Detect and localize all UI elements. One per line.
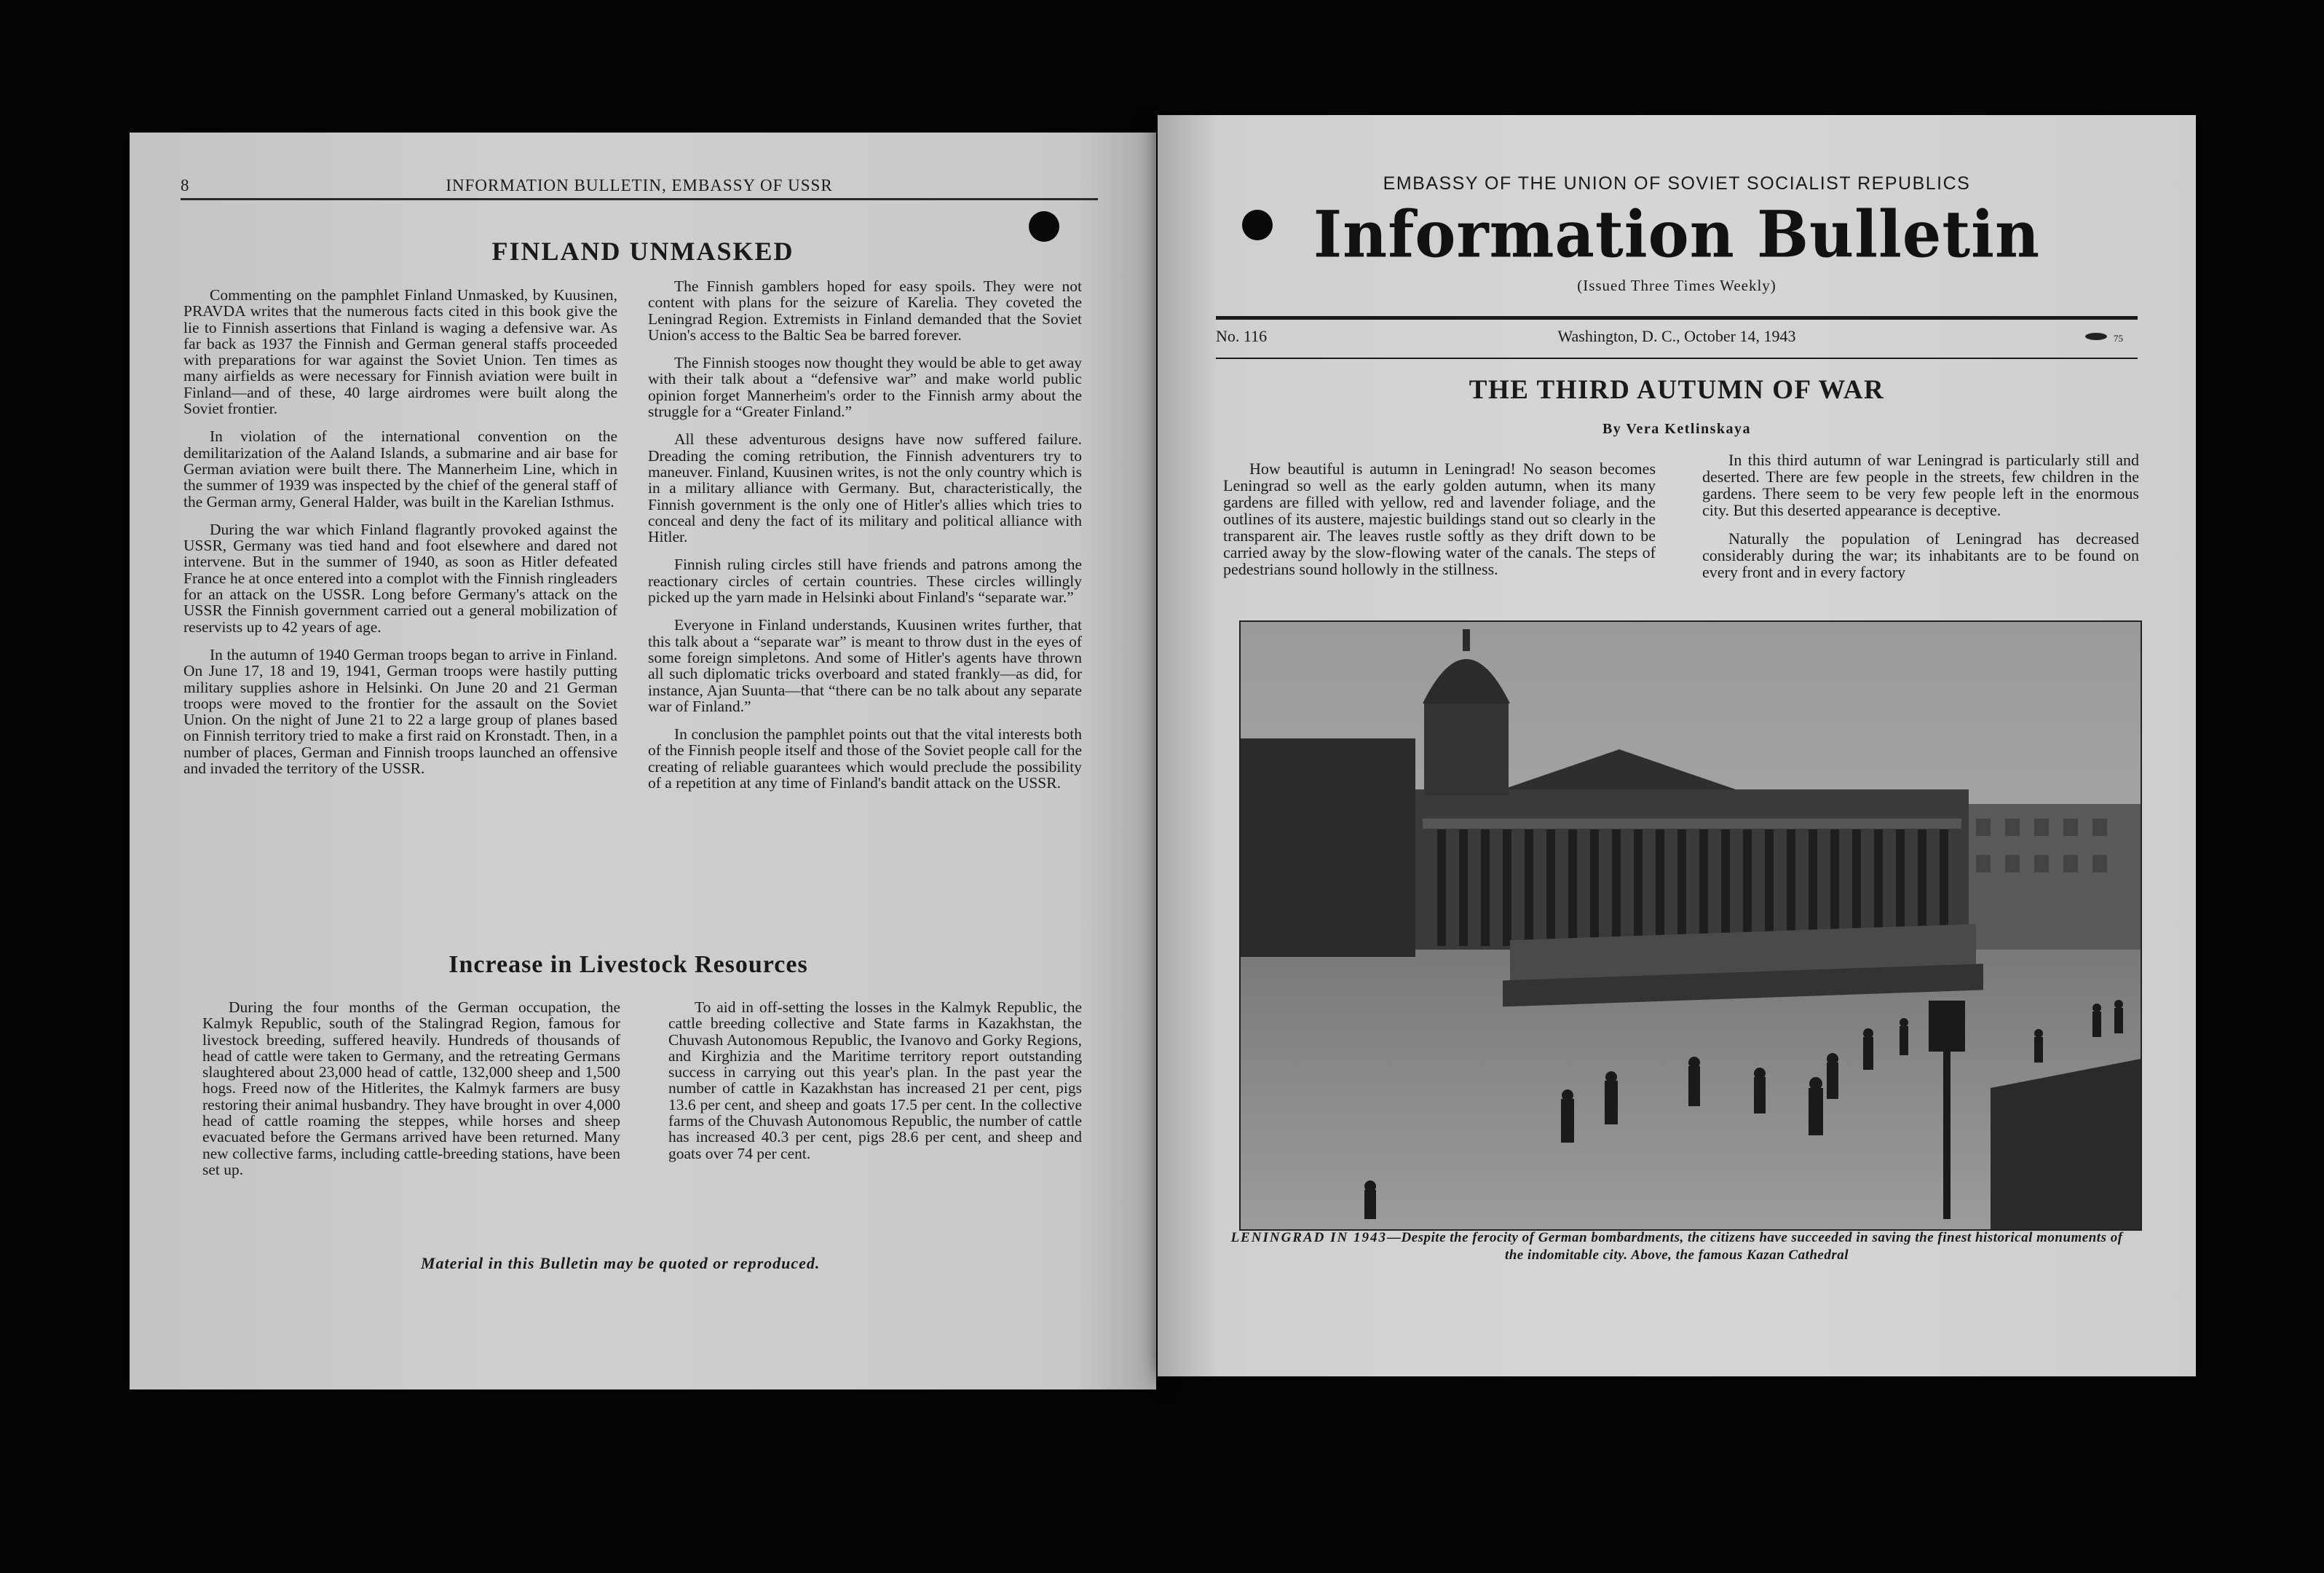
- paragraph: In conclusion the pamphlet points out that the vital interests both of the Finnish people itself and those of the Soviet people call for the creating of reliable guarantees which would preclude the possibility of a repetition at any time of Finland's bandit attack on the USSR.: [648, 725, 1082, 792]
- caption-lead: LENINGRAD IN 1943: [1230, 1230, 1387, 1245]
- kazan-cathedral-photo: [1239, 620, 2142, 1231]
- right-page: [1158, 115, 2196, 1376]
- article-column-1: [202, 999, 620, 1189]
- page-number: 8: [181, 176, 189, 194]
- paragraph: In the autumn of 1940 German troops began to arrive in Finland. On June 17, 18 and 19, 1941, German troops were hastily putting military supplies ashore in Helsinki. On June 20 and 21 German troops were moved to the frontier for the assault on the Soviet Union. On the night of June 21 to 22 a large group of planes based on Finnish territory tried to make a first raid on Kronstadt. Then, in a number of places, German and Finnish troops launched an offensive and invaded the territory of the USSR.: [183, 645, 617, 778]
- article-column-2: [668, 999, 1082, 1173]
- byline: By Vera Ketlinskaya: [1602, 421, 1752, 437]
- article-title: FINLAND UNMASKED: [491, 237, 794, 266]
- union-label-mark: 75: [2084, 331, 2123, 344]
- paragraph: All these adventurous designs have now suffered failure. Dreading the coming retribution, the Finnish adventurers try to maneuver. Finland, Kuusinen writes, is not the only country which is in a military alliance with Germany. But, characteristically, the Finnish government is the only one of Hitler's allies which tries to conceal and deny the fact of its military and political alliance with Hitler.: [648, 430, 1082, 546]
- photo-caption: [1230, 1229, 2123, 1264]
- dateline: Washington, D. C., October 14, 1943: [1557, 327, 1796, 345]
- caption-text: —Despite the ferocity of German bombardments, the citizens have succeeded in saving the finest historical monuments of the indomitable city. Above, the famous Kazan Cathedral: [1386, 1230, 2123, 1263]
- paragraph: Everyone in Finland understands, Kuusinen writes further, that this talk about a “separate war” is meant to throw dust in the eyes of some foreign simpletons. And some of Hitler's agents have thrown all such diplomatic tricks overboard and stated frankly—as did, for instance, Ajan Suunta—that “there can be no talk about any separate war of Finland.”: [648, 616, 1082, 715]
- running-head: [181, 176, 1098, 200]
- cathedral-photo-illustration: [1241, 622, 2141, 1229]
- paragraph: In this third autumn of war Leningrad is particularly still and deserted. There are few people in the streets, few children in the gardens. There seem to be very few people left in the enormous city. But this deserted appearance is deceptive.: [1702, 451, 2139, 519]
- paragraph: Commenting on the pamphlet Finland Unmasked, by Kuusinen, PRAVDA writes that the numerous facts cited in this book give the lie to Finnish assertions that Finland is waging a defensive war. As far back as 1937 the Finnish and German general staffs proceeded with preparations for war against the Soviet Union. Ten times as many airfields as were necessary for Finnish aviation were built in Finland—and of these, 40 large airdromes were built along the Soviet frontier.: [183, 286, 617, 418]
- article-column-2: [648, 278, 1082, 803]
- issue-frequency: (Issued Three Times Weekly): [1577, 277, 1776, 294]
- masthead: Information Bulletin: [1313, 196, 2041, 272]
- issue-info-bar: [1216, 316, 2138, 359]
- paragraph: The Finnish stooges now thought they would be able to get away with their talk about a “defensive war” and make world public opinion forget Mannerheim's order to the Finnish army about the struggle for a “Greater Finland.”: [648, 354, 1082, 421]
- reproduction-note: Material in this Bulletin may be quoted or reproduced.: [421, 1254, 821, 1272]
- left-page: [130, 133, 1156, 1389]
- issue-number: No. 116: [1216, 327, 1268, 345]
- paragraph: Naturally the population of Leningrad has decreased considerably during the war; its inhabitants are to be found on every front and in every factory: [1702, 529, 2139, 581]
- embassy-line: EMBASSY OF THE UNION OF SOVIET SOCIALIST REPUBLICS: [1383, 173, 1971, 194]
- paragraph: During the war which Finland flagrantly provoked against the USSR, Germany was tied hand and foot elsewhere and dared not intervene. But in the summer of 1940, as soon as Hitler defeated France he at once entered into a complot with the Finnish ringleaders for an attack on the USSR. Long before Germany's attack on the USSR the Finnish government carried out a general mobilization of reservists up to 42 years of age.: [183, 520, 617, 636]
- article-column-1: [1223, 460, 1656, 589]
- paragraph: The Finnish gamblers hoped for easy spoils. They were not content with plans for the seizure of Karelia. They coveted the Leningrad Region. Extremists in Finland demanded that the Soviet Union's access to the Baltic Sea be barred forever.: [648, 277, 1082, 344]
- union-bug-icon: [2084, 331, 2114, 342]
- running-head-title: INFORMATION BULLETIN, EMBASSY OF USSR: [446, 176, 833, 194]
- paragraph: To aid in off-setting the losses in the Kalmyk Republic, the cattle breeding collective and State farms in Kazakhstan, the Chuvash Autonomous Republic, the Ivanovo and Gorky Regions, and Kirghizia and the Maritime territory report outstanding success in carrying out this year's plan. In the past year the number of cattle in Kazakhstan has increased 21 per cent, pigs 13.6 per cent, and sheep and goats 17.5 per cent. In the collective farms of the Chuvash Autonomous Republic, the number of cattle has increased 40.3 per cent, pigs 28.6 per cent, and sheep and goats over 74 per cent.: [668, 998, 1082, 1162]
- paragraph: How beautiful is autumn in Leningrad! No season becomes Leningrad so well as the early golden autumn, when its many gardens are filled with yellow, red and lavender foliage, and the outlines of its austere, majestic buildings stand out so clearly in the transparent air. The leaves rustle softly as they drift down to be carried away by the slow-flowing water of the canals. The steps of pedestrians sound hollowly in the stillness.: [1223, 460, 1656, 578]
- article-column-1: [183, 287, 617, 788]
- paragraph: Finnish ruling circles still have friends and patrons among the reactionary circles of certain countries. These circles willingly picked up the yarn made in Helsinki about Finland's “separate war.”: [648, 556, 1082, 607]
- article-title: Increase in Livestock Resources: [448, 951, 808, 978]
- paragraph: During the four months of the German occupation, the Kalmyk Republic, south of the Stalingrad Region, famous for livestock breeding, suffered heavily. Hundreds of thousands of head of cattle were taken to Germany, and the retreating Germans slaughtered about 23,000 head of cattle, 132,000 sheep and 1,500 hogs. Freed now of the Hitlerites, the Kalmyk farmers are busy restoring their animal husbandry. They have brought in over 4,000 head of cattle roaming the steppes, while horses and sheep evacuated before the Germans arrived have been returned. Many new collective farms, including cattle-breeding stations, have been set up.: [202, 998, 620, 1178]
- paragraph: In violation of the international convention on the demilitarization of the Aaland Islands, a submarine and air base for German aviation were built there. The Mannerheim Line, which in the summer of 1939 was inspected by the chief of the general staff of the German army, General Halder, was built in the Karelian Isthmus.: [183, 427, 617, 510]
- article-column-2: [1702, 452, 2139, 592]
- article-title: THE THIRD AUTUMN OF WAR: [1469, 375, 1885, 405]
